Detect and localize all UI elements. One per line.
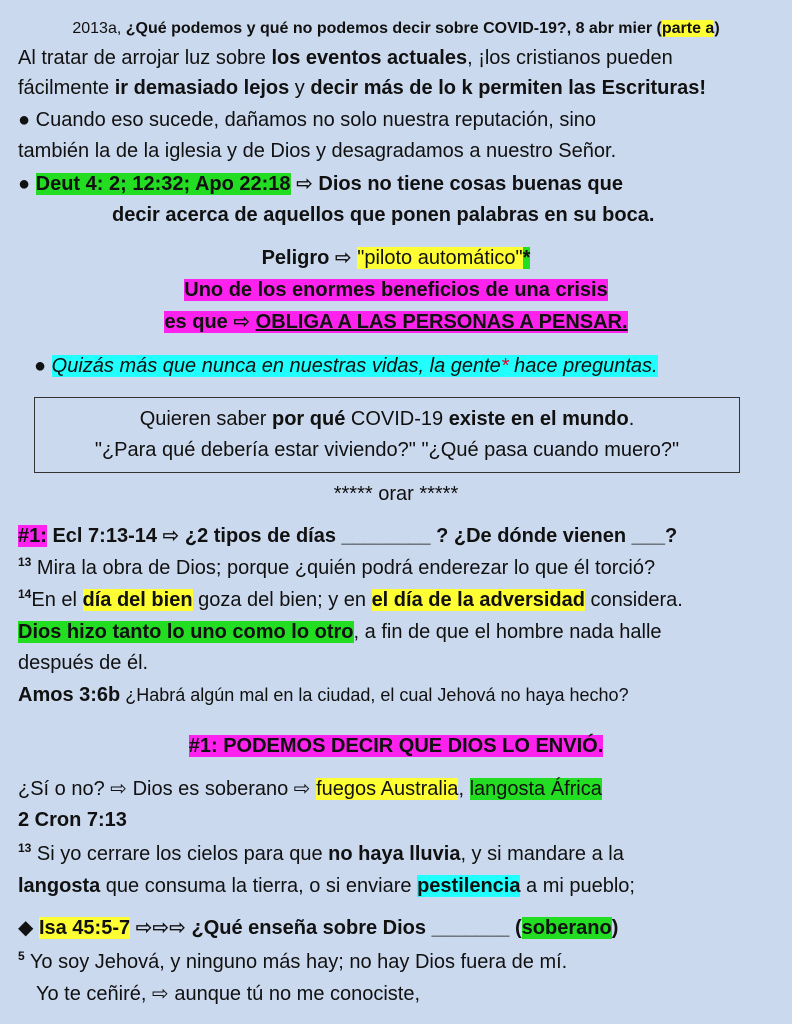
verse-highlight: Dios hizo tanto lo uno como lo otro — [18, 621, 354, 643]
sino-text: , — [458, 778, 470, 800]
amos-line — [18, 681, 629, 709]
isa-question: ¿Qué enseña sobre Dios _______ ( — [191, 917, 522, 939]
header-date: 2013a, — [72, 20, 122, 37]
quizas-text: Quizás más que nunca en nuestras vidas, la gente — [51, 355, 501, 377]
heading-1 — [0, 732, 792, 760]
crisis-emphasis: OBLIGA A LAS PERSONAS A PENSAR. — [255, 311, 628, 333]
isa-v5b: Yo te ceñiré, ⇨ aunque tú no me conociste, — [36, 983, 421, 1005]
header-title: ¿Qué podemos y qué no podemos decir sobre COVID-19?, 8 abr mier ( — [125, 20, 662, 37]
isa-close: ) — [611, 917, 619, 939]
ecl-v14-line-1 — [18, 586, 683, 614]
arrow-icon: ⇨ — [290, 173, 319, 195]
verse-highlight: día del bien — [82, 589, 193, 611]
piloto-automatico: "piloto automático" — [357, 247, 523, 269]
verse-number: 5 — [18, 949, 25, 963]
verse-bold: no haya lluvia — [328, 843, 461, 865]
heading-1-text: #1: PODEMOS DECIR QUE DIOS LO ENVIÓ. — [188, 735, 604, 757]
box-line-1 — [35, 405, 739, 433]
crisis-text: es que ⇨ — [164, 311, 256, 333]
intro-bold: ir demasiado lejos — [114, 77, 290, 99]
box-bold: existe en el mundo — [448, 408, 629, 430]
orar-line: ***** orar ***** — [333, 483, 459, 505]
isa-v5 — [18, 948, 567, 976]
bullet: ● — [18, 173, 36, 195]
intro-line-3: ● Cuando eso sucede, dañamos no solo nuestra reputación, sino — [18, 109, 597, 131]
verse-text: goza del bien; y en — [192, 589, 372, 611]
page-header — [0, 16, 792, 42]
verse-text: considera. — [585, 589, 683, 611]
intro-text: Al tratar de arrojar luz sobre — [18, 47, 272, 69]
verse-number: 14 — [18, 587, 32, 601]
sino-highlight: fuegos Australia — [316, 778, 459, 800]
intro-line-4: también la de la iglesia y de Dios y desagradamos a nuestro Señor. — [18, 140, 617, 162]
arrow-icon: ⇨⇨⇨ — [130, 917, 192, 939]
cron-line-1 — [18, 840, 624, 868]
questions-box — [34, 397, 740, 473]
verse-text: a mi pueblo; — [520, 875, 635, 897]
quizas-line — [34, 352, 658, 380]
box-bold: por qué — [271, 408, 346, 430]
amos-text: ¿Habrá algún mal en la ciudad, el cual Jehová no haya hecho? — [120, 685, 629, 705]
ecl-v14-line-2 — [18, 618, 662, 646]
deut-line-1 — [18, 170, 623, 198]
scripture-ref: Amos 3:6b — [18, 684, 121, 706]
box-line-2: "¿Para qué debería estar viviendo?" "¿Qué pasa cuando muero?" — [94, 439, 680, 461]
isa-answer: soberano — [521, 917, 612, 939]
intro-text: fácilmente — [18, 77, 115, 99]
crisis-text-wrap — [164, 311, 627, 333]
verse-text: que consuma la tierra, o si enviare — [100, 875, 418, 897]
intro-bold: los eventos actuales — [271, 47, 468, 69]
intro-line-2 — [18, 74, 706, 102]
verse-number: 13 — [18, 841, 32, 855]
box-text: COVID-19 — [345, 408, 449, 430]
quizas-text: hace preguntas. — [508, 355, 658, 377]
verse-highlight: pestilencia — [417, 875, 521, 897]
scripture-ref: Deut 4: 2; 12:32; Apo 22:18 — [35, 173, 291, 195]
ecl-v13 — [18, 554, 655, 582]
intro-text: , ¡los cristianos pueden — [467, 47, 673, 69]
cron-ref: 2 Cron 7:13 — [18, 809, 127, 831]
verse-text: Mira la obra de Dios; porque ¿quién podrá enderezar lo que él torció? — [31, 557, 656, 579]
isa-line — [18, 914, 618, 942]
header-part: parte a — [661, 20, 715, 37]
deut-text: Dios no tiene cosas buenas que — [318, 173, 623, 195]
peligro-line — [0, 244, 792, 272]
crisis-line-1 — [0, 276, 792, 304]
sino-line — [18, 775, 602, 803]
ecl-v14-line-3: después de él. — [18, 652, 149, 674]
box-text: . — [628, 408, 635, 430]
verse-text: En el — [31, 589, 83, 611]
box-text: Quieren saber — [139, 408, 272, 430]
scripture-ref: Isa 45:5-7 — [38, 917, 131, 939]
intro-text: y — [289, 77, 311, 99]
bullet: ● — [34, 355, 52, 377]
star-mark: * — [522, 247, 531, 269]
star-mark: * — [500, 355, 509, 377]
point1-line — [18, 522, 677, 550]
crisis-text: Uno de los enormes beneficios de una crisis — [184, 279, 608, 301]
header-close: ) — [714, 20, 720, 37]
verse-text: Yo soy Jehová, y ninguno más hay; no hay Dios fuera de mí. — [24, 951, 568, 973]
sino-text: ¿Sí o no? ⇨ Dios es soberano ⇨ — [18, 778, 317, 800]
crisis-line-2 — [0, 308, 792, 336]
peligro-label: Peligro ⇨ — [261, 247, 358, 269]
point1-text: Ecl 7:13-14 ⇨ ¿2 tipos de días ________ ? ¿De dónde vienen ___? — [46, 525, 678, 547]
verse-highlight: el día de la adversidad — [371, 589, 585, 611]
sino-highlight: langosta África — [469, 778, 602, 800]
cron-line-2 — [18, 872, 635, 900]
verse-text: , a fin de que el hombre nada halle — [353, 621, 662, 643]
intro-bold: decir más de lo k permiten las Escrituras! — [310, 77, 707, 99]
verse-bold: langosta — [18, 875, 101, 897]
verse-text: Si yo cerrare los cielos para que — [31, 843, 329, 865]
deut-line-2: decir acerca de aquellos que ponen palabras en su boca. — [112, 204, 655, 226]
intro-line-1 — [18, 44, 673, 72]
diamond-icon: ◆ — [18, 917, 39, 939]
point-number: #1: — [18, 525, 47, 547]
verse-number: 13 — [18, 555, 32, 569]
quizas-wrap — [52, 355, 658, 377]
verse-text: , y si mandare a la — [460, 843, 624, 865]
